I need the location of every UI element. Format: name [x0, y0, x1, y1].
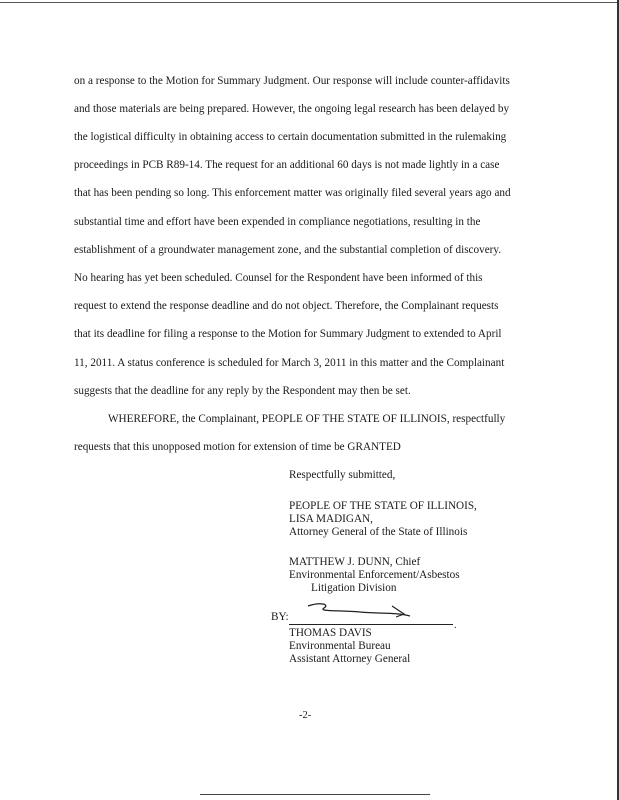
body-line: that its deadline for filing a response to the Motion for Summary Judgment to extended to April [74, 328, 502, 340]
signer-bureau: Environmental Bureau [289, 640, 391, 652]
signature-line [289, 624, 453, 625]
signer-name: THOMAS DAVIS [289, 627, 372, 639]
chief-division-sub: Litigation Division [311, 582, 397, 594]
body-line: suggests that the deadline for any reply by the Respondent may then be set. [74, 385, 411, 397]
body-line: requests that this unopposed motion for extension of time be GRANTED [74, 441, 401, 453]
body-line: on a response to the Motion for Summary Judgment. Our response will include counter-affidavits [74, 75, 510, 87]
handwritten-signature [300, 600, 420, 622]
by-label: BY: [271, 611, 289, 623]
attorney-general-title: Attorney General of the State of Illinois [289, 526, 468, 538]
body-line: that has been pending so long. This enforcement matter was originally filed several years ago and [74, 187, 511, 199]
page-bottom-edge [200, 794, 430, 795]
closing-text: Respectfully submitted, [289, 469, 396, 481]
chief-name: MATTHEW J. DUNN, Chief [289, 556, 421, 568]
signature-line-end: . [454, 620, 457, 631]
chief-division: Environmental Enforcement/Asbestos [289, 569, 460, 581]
body-line: proceedings in PCB R89-14. The request for an additional 60 days is not made lightly in a case [74, 159, 500, 171]
page-top-edge [0, 2, 619, 3]
wherefore-line: WHEREFORE, the Complainant, PEOPLE OF THE STATE OF ILLINOIS, respectfully [108, 413, 506, 425]
party-name: PEOPLE OF THE STATE OF ILLINOIS, [289, 500, 477, 512]
body-line: establishment of a groundwater management zone, and the substantial completion of discovery. [74, 244, 502, 256]
page-number: -2- [299, 710, 312, 721]
body-line: 11, 2011. A status conference is scheduled for March 3, 2011 in this matter and the Complainant [74, 357, 505, 369]
body-line: request to extend the response deadline and do not object. Therefore, the Complainant requests [74, 300, 499, 312]
attorney-general-name: LISA MADIGAN, [289, 513, 373, 525]
body-line: substantial time and effort have been expended in compliance negotiations, resulting in the [74, 216, 481, 228]
body-line: No hearing has yet been scheduled. Counsel for the Respondent have been informed of this [74, 272, 483, 284]
body-line: the logistical difficulty in obtaining access to certain documentation submitted in the rulemaking [74, 131, 507, 143]
body-line: and those materials are being prepared. However, the ongoing legal research has been delayed by [74, 103, 510, 115]
signer-title: Assistant Attorney General [289, 653, 411, 665]
